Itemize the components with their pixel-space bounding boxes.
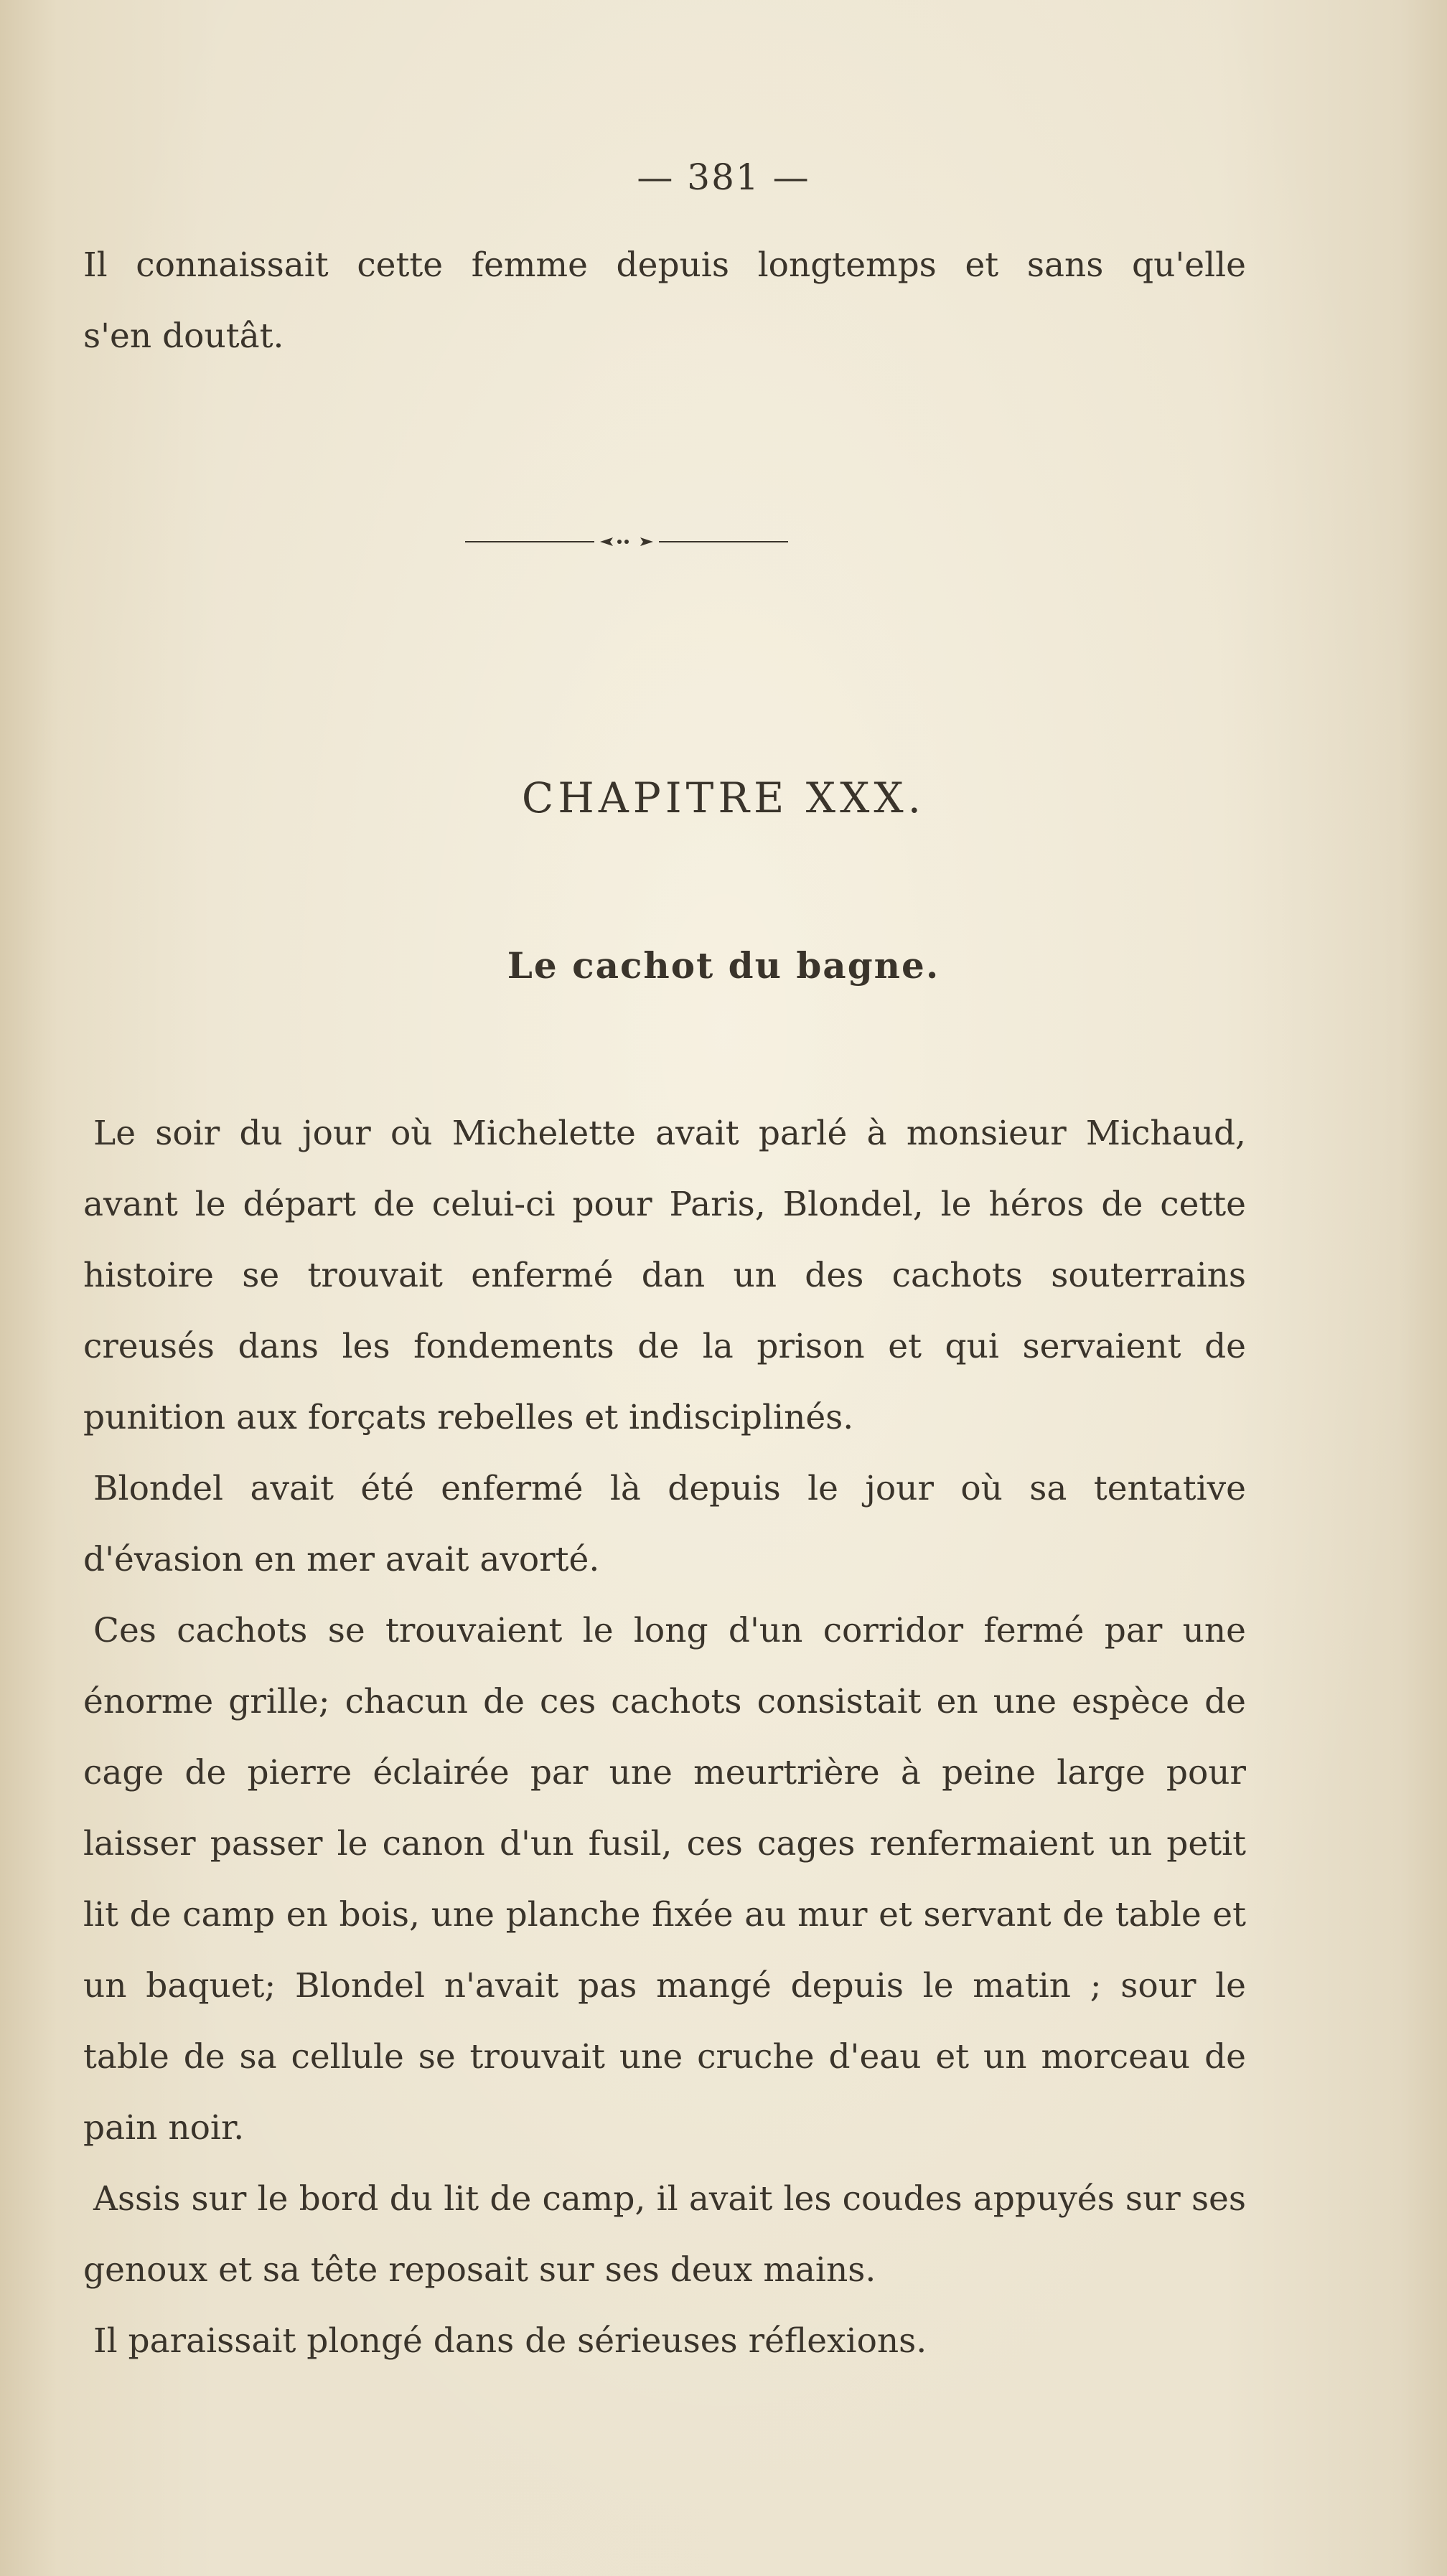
chapter-title: CHAPITRE XXX. [521, 774, 926, 822]
intro-line: Il connaissait cette femme depuis longtemps et sans qu'elle [83, 245, 1246, 285]
section-divider-ornament [465, 535, 788, 549]
paragraph: Assis sur le bord du lit de camp, il avait les coudes appuyés sur ses genoux et sa tête reposait sur ses deux mains. [83, 2179, 1246, 2290]
chapter-body [83, 1098, 1246, 2377]
intro-text [83, 230, 1246, 372]
paragraph: Blondel avait été enfermé là depuis le jour où sa tentative d'évasion en mer avait avorté. [83, 1469, 1246, 1579]
paragraph: Il paraissait plongé dans de sérieuses réflexions. [93, 2321, 927, 2361]
page-number: — 381 — [637, 156, 810, 198]
chapter-subtitle: Le cachot du bagne. [507, 944, 940, 987]
paragraph: Le soir du jour où Michelette avait parlé à monsieur Michaud, avant le départ de celui-ci pour Paris, Blondel, le héros de cette histoire se trouvait enfermé dan un des cachots souterrains creusés dans les fondements de la prison et qui servaient de punition aux forçats rebelles et indisciplinés. [83, 1114, 1246, 1437]
intro-line: s'en doutât. [83, 316, 284, 356]
paragraph: Ces cachots se trouvaient le long d'un corridor fermé par une énorme grille; chacun de ces cachots consistait en une espèce de cage de pierre éclairée par une meurtrière à peine large pour laisser passer le canon d'un fusil, ces cages renfermaient un petit lit de camp en bois, une planche fixée au mur et servant de table et un baquet; Blondel n'avait pas mangé depuis le matin ; sour le table de sa cellule se trouvait une cruche d'eau et un morceau de pain noir. [83, 1611, 1246, 2148]
